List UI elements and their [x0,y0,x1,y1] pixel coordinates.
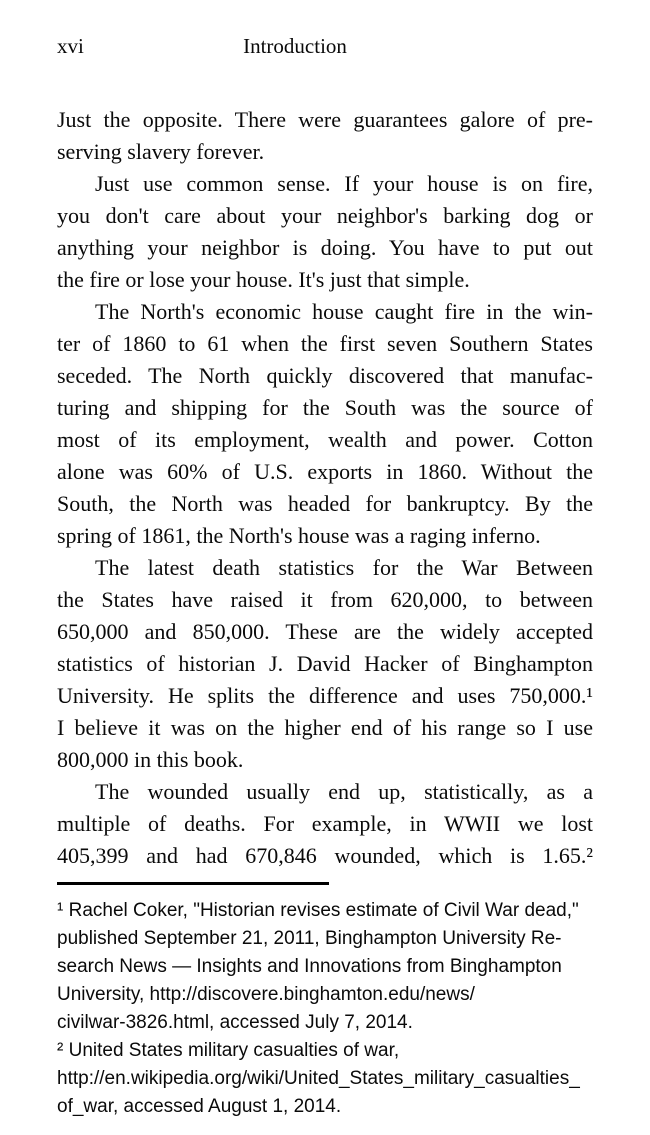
footnote-rule [57,882,329,885]
running-title: Introduction [243,34,347,58]
text-line: 405,399 and had 670,846 wounded, which is 1.65.² [57,843,593,868]
text-line: I believe it was on the higher end of his range so I use [57,715,593,740]
text-line: 800,000 in this book. [57,747,244,772]
text-line: the States have raised it from 620,000, to between [57,587,593,612]
footnote-line: University, http://discovere.binghamton.edu/news/ [57,984,475,1005]
text-line: University. He splits the difference and uses 750,000.¹ [57,683,593,708]
text-line: the fire or lose your house. It's just that simple. [57,267,470,292]
text-line: seceded. The North quickly discovered that manufac- [57,363,593,388]
text-line: The North's economic house caught fire in the win- [95,299,593,324]
text-line: most of its employment, wealth and power. Cotton [57,427,593,452]
text-line: statistics of historian J. David Hacker of Binghampton [57,651,593,676]
page-number: xvi [57,34,84,58]
text-line: anything your neighbor is doing. You have to put out [57,235,593,260]
text-line: ter of 1860 to 61 when the first seven Southern States [57,331,593,356]
footnote-line: civilwar-3826.html, accessed July 7, 2014. [57,1012,413,1033]
footnote-line: published September 21, 2011, Binghampton University Re- [57,928,562,949]
footnote [57,1037,593,1121]
text-line: serving slavery forever. [57,139,265,164]
footnote-line: search News — Insights and Innovations from Binghampton [57,956,562,977]
text-line: alone was 60% of U.S. exports in 1860. Without the [57,459,593,484]
text-line: Just use common sense. If your house is on fire, [95,171,593,196]
text-line: Just the opposite. There were guarantees galore of pre- [57,107,593,132]
footnote [57,897,593,1037]
paragraph [57,104,593,168]
footnote-line: ² United States military casualties of war, [57,1040,400,1061]
text-line: South, the North was headed for bankruptcy. By the [57,491,593,516]
body-text [57,104,593,872]
text-line: spring of 1861, the North's house was a raging inferno. [57,523,541,548]
paragraph [57,168,593,296]
footnotes [57,897,593,1121]
text-line: The wounded usually end up, statistically, as a [95,779,593,804]
paragraph [57,552,593,776]
footnote-line: of_war, accessed August 1, 2014. [57,1096,342,1117]
text-line: you don't care about your neighbor's barking dog or [57,203,593,228]
text-line: turing and shipping for the South was the source of [57,395,593,420]
page-header [57,34,593,58]
footnote-line: ¹ Rachel Coker, "Historian revises estimate of Civil War dead," [57,900,579,921]
text-line: The latest death statistics for the War Between [95,555,593,580]
paragraph [57,296,593,552]
paragraph [57,776,593,872]
text-line: 650,000 and 850,000. These are the widely accepted [57,619,593,644]
text-line: multiple of deaths. For example, in WWII we lost [57,811,593,836]
footnote-line: http://en.wikipedia.org/wiki/United_States_military_casualties_ [57,1068,580,1089]
